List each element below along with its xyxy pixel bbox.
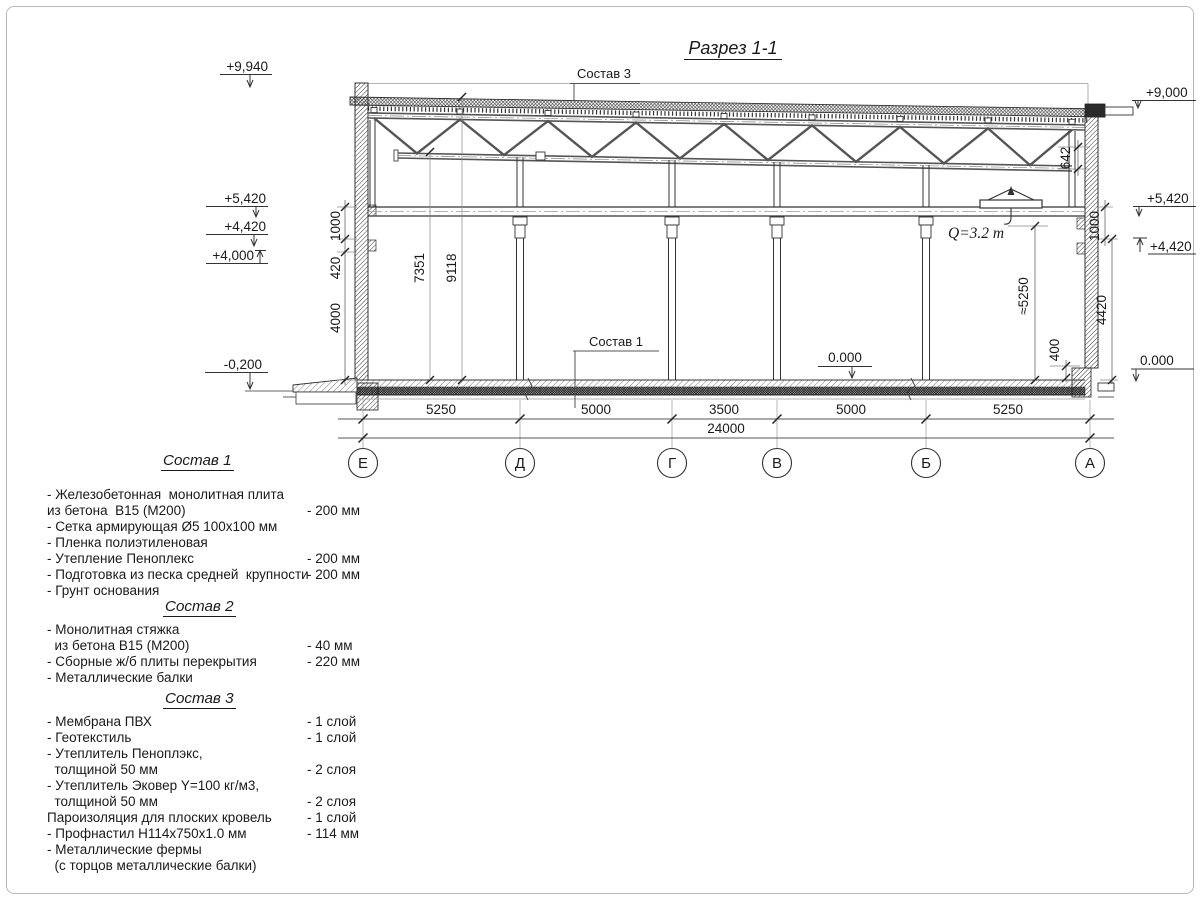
elevation-mark-left-9940	[220, 59, 272, 87]
composition-row	[47, 519, 309, 535]
crane-beam	[368, 207, 1085, 216]
row-text: из бетона В15 (М200)	[47, 638, 190, 653]
vdim-left-1000: 1000	[328, 210, 343, 242]
elevation-left-m0200: -0,200	[223, 357, 262, 372]
composition-2-heading-text: Состав 2	[165, 598, 234, 615]
row-value: - 1 слой	[307, 810, 357, 825]
composition-row	[47, 503, 361, 519]
composition-row	[47, 622, 257, 638]
leader-sostav3-label: Состав 3	[577, 66, 631, 81]
axis-label-v: В	[771, 455, 783, 472]
leader-sostav1-label: Состав 1	[589, 334, 643, 349]
row-text: - Сетка армирующая Ø5 100х100 мм	[47, 519, 278, 534]
elevation-mark-left-m0200	[205, 357, 268, 389]
crane-hook	[1004, 219, 1011, 224]
vdim-right-400: 400	[1047, 338, 1062, 362]
elevation-right-5420: +5,420	[1147, 191, 1189, 206]
elevation-mark-right-5420	[1133, 191, 1196, 216]
hdim-seg-5: 5250	[992, 402, 1024, 417]
elevation-mark-right-9000	[1132, 85, 1196, 108]
composition-row	[47, 794, 357, 810]
elevation-left-9940: +9,940	[226, 59, 268, 74]
row-value: - 2 слоя	[307, 762, 357, 777]
composition-row	[47, 654, 361, 670]
composition-row	[47, 746, 272, 762]
composition-3-list	[47, 714, 360, 874]
row-text: - Металлические балки	[47, 670, 193, 685]
composition-2-list	[47, 622, 361, 686]
elevation-right-0000: 0.000	[1140, 353, 1174, 368]
vdim-left-4000: 4000	[328, 302, 343, 334]
composition-row	[47, 567, 361, 583]
row-text: - Утепление Пеноплекс	[47, 551, 194, 566]
composition-3-heading-text: Состав 3	[165, 690, 234, 707]
axis-label-g: Г	[667, 455, 677, 472]
row-text: - Геотекстиль	[47, 730, 132, 745]
truss-diagonals	[374, 118, 1072, 165]
right-apron	[1098, 383, 1114, 391]
elevation-left-4420: +4,420	[224, 219, 266, 234]
leader-sostav1	[573, 334, 659, 408]
floor-zero-label: 0.000	[828, 350, 862, 365]
axis-label-d: Д	[514, 455, 526, 472]
row-value: - 114 мм	[307, 826, 360, 841]
crane-capacity-label: Q=3.2 т	[948, 225, 1005, 242]
elevation-mark-left-4000	[206, 248, 268, 264]
row-value: - 1 слой	[307, 730, 357, 745]
row-text: - Железобетонная монолитная плита	[47, 487, 285, 502]
row-value: - 2 слоя	[307, 794, 357, 809]
row-text: - Пленка полиэтиленовая	[47, 535, 208, 550]
row-value: - 200 мм	[307, 551, 361, 566]
composition-1-heading	[161, 452, 234, 469]
hdim-total: 24000	[707, 421, 745, 436]
row-value: - 40 мм	[307, 638, 353, 653]
composition-3-heading	[163, 690, 236, 707]
composition-row	[47, 826, 360, 842]
axis-label-b: Б	[921, 455, 931, 472]
composition-row	[47, 762, 357, 778]
composition-row	[47, 858, 272, 874]
row-text: - Профнастил Н114х750х1.0 мм	[47, 826, 247, 841]
row-text: - Подготовка из песка средней крупности	[47, 567, 309, 582]
vdim-left-chain	[328, 200, 357, 385]
hdim-seg-2: 5000	[580, 402, 612, 417]
leader-sostav3	[570, 66, 640, 100]
elevation-mark-left-5420	[206, 191, 268, 217]
composition-row	[47, 778, 272, 794]
composition-row	[47, 670, 257, 686]
row-text: - Монолитная стяжка	[47, 622, 180, 637]
elevation-mark-left-4420	[206, 219, 268, 246]
axis-label-e: Е	[357, 455, 369, 472]
vdim-right-chain	[1008, 140, 1118, 384]
row-text: - Мембрана ПВХ	[47, 714, 152, 729]
floor-zero-mark	[818, 350, 872, 378]
row-text: (с торцов металлические балки)	[47, 858, 257, 873]
composition-row	[47, 535, 309, 551]
row-text: - Утеплитель Эковер Y=100 кг/м3,	[47, 778, 260, 793]
hdim-seg-3: 3500	[708, 402, 740, 417]
truss	[368, 108, 1085, 171]
elevation-right-4420: +4,420	[1150, 239, 1192, 254]
hdim-chains	[338, 400, 1114, 448]
axis-bubbles	[349, 449, 1105, 478]
vdim-left-420: 420	[328, 256, 343, 280]
row-value: - 200 мм	[307, 503, 361, 518]
left-wall	[355, 83, 368, 380]
elevation-mark-right-0000	[1131, 353, 1194, 381]
hdim-seg-1: 5250	[425, 402, 457, 417]
vdim-right-4420: 4420	[1094, 294, 1109, 326]
row-value: - 220 мм	[307, 654, 361, 669]
vdim-right-5250: ≈5250	[1016, 277, 1031, 315]
elevation-left-5420: +5,420	[224, 191, 266, 206]
walls	[355, 83, 1098, 410]
composition-row	[47, 714, 357, 730]
composition-1-heading-text: Состав 1	[163, 452, 232, 469]
hdim-seg-4: 5000	[835, 402, 867, 417]
vdim-right-1000: 1000	[1087, 210, 1102, 242]
row-value: - 200 мм	[307, 567, 361, 582]
row-text: - Металлические фермы	[47, 842, 202, 857]
vdim-interior-7351: 7351	[412, 252, 427, 284]
axis-label-a: А	[1084, 455, 1096, 472]
row-text: - Грунт основания	[47, 583, 160, 598]
row-text: - Утеплитель Пеноплэкс,	[47, 746, 203, 761]
drawing-title-text: Разрез 1-1	[684, 38, 781, 60]
row-text: толщиной 50 мм	[47, 762, 158, 777]
elevation-mark-right-4420	[1133, 238, 1196, 254]
elevation-right-9000: +9,000	[1146, 85, 1188, 100]
crane-symbol	[948, 186, 1042, 242]
row-text: из бетона В15 (М200)	[47, 503, 186, 518]
composition-row	[47, 842, 272, 858]
composition-row	[47, 583, 309, 599]
composition-row	[47, 551, 361, 567]
composition-row	[47, 638, 353, 654]
elevation-left-4000: +4,000	[212, 248, 254, 263]
composition-row	[47, 810, 357, 826]
vdim-right-642: 642	[1058, 146, 1073, 170]
composition-row	[47, 487, 309, 503]
composition-row	[47, 730, 357, 746]
vdim-interior-9118: 9118	[444, 253, 459, 283]
composition-2-heading	[163, 598, 236, 615]
row-text: толщиной 50 мм	[47, 794, 158, 809]
row-value: - 1 слой	[307, 714, 357, 729]
row-text: - Сборные ж/б плиты перекрытия	[47, 654, 257, 669]
row-text: Пароизоляция для плоских кровель	[47, 810, 272, 825]
composition-1-list	[47, 487, 361, 599]
